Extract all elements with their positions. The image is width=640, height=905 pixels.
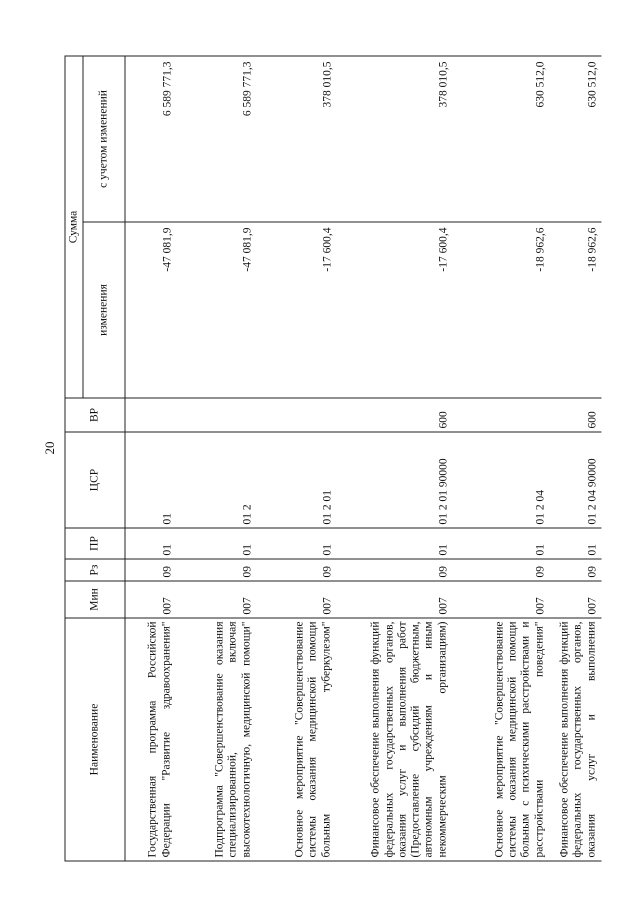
table-row	[452, 56, 549, 861]
row-pr: 01	[124, 528, 176, 559]
table-row	[336, 56, 452, 861]
page-number: 20	[42, 441, 57, 455]
row-vr	[452, 398, 549, 432]
row-rz: 09	[549, 559, 601, 581]
row-change: -17 600,4	[336, 222, 452, 398]
row-name: Основное мероприятие "Совершенствование системы оказания медицинской помощи больным туберкулезом"	[256, 618, 336, 861]
budget-table-container	[64, 57, 600, 862]
row-pr: 01	[452, 528, 549, 559]
row-total: 630 512,0	[549, 56, 601, 222]
row-csr: 01 2 01	[256, 432, 336, 528]
row-total: 6 589 771,3	[124, 56, 176, 222]
header-pr: ПР	[65, 528, 125, 559]
row-vr	[256, 398, 336, 432]
row-total: 378 010,5	[256, 56, 336, 222]
header-change: изменения	[82, 222, 124, 398]
row-min: 007	[176, 581, 256, 618]
row-pr: 01	[176, 528, 256, 559]
row-rz: 09	[124, 559, 176, 581]
row-vr	[124, 398, 176, 432]
row-name: Подпрограмма "Совершенствование оказания специализированной, включая высокотехнологичную, медицинской помощи"	[176, 618, 256, 861]
header-vr: ВР	[65, 398, 125, 432]
row-min: 007	[256, 581, 336, 618]
table-row	[256, 56, 336, 861]
row-pr: 01	[256, 528, 336, 559]
row-total: 378 010,5	[336, 56, 452, 222]
budget-table	[64, 55, 601, 861]
row-min: 007	[452, 581, 549, 618]
row-rz: 09	[452, 559, 549, 581]
row-rz: 09	[336, 559, 452, 581]
row-csr: 01 2 04 90000	[549, 432, 601, 528]
row-total: 6 589 771,3	[176, 56, 256, 222]
row-rz: 09	[256, 559, 336, 581]
row-name: Основное мероприятие "Совершенствование системы оказания медицинской помощи больным с психическими расстройствами и расстройствами поведения"	[452, 618, 549, 861]
row-min: 007	[124, 581, 176, 618]
row-name: Финансовое обеспечение выполнения функций федеральных государственных органов, оказания услуг и выполнения работ (Предоставление субсидий бюджетным, автономным учреждениям и иным некоммерческим организациям)	[336, 618, 452, 861]
row-vr	[176, 398, 256, 432]
header-sum: Сумма	[65, 56, 83, 398]
row-min: 007	[549, 581, 601, 618]
header-csr: ЦСР	[65, 432, 125, 528]
row-change: -47 081,9	[124, 222, 176, 398]
row-change: -18 962,6	[549, 222, 601, 398]
row-min: 007	[336, 581, 452, 618]
row-rz: 09	[176, 559, 256, 581]
table-row	[176, 56, 256, 861]
row-vr: 600	[336, 398, 452, 432]
row-csr: 01 2 01 90000	[336, 432, 452, 528]
row-change: -18 962,6	[452, 222, 549, 398]
row-csr: 01 2 04	[452, 432, 549, 528]
header-rz: Рз	[65, 559, 125, 581]
row-vr: 600	[549, 398, 601, 432]
header-total: с учетом изменений	[82, 56, 124, 222]
row-total: 630 512,0	[452, 56, 549, 222]
row-change: -17 600,4	[256, 222, 336, 398]
table-row	[124, 56, 176, 861]
row-name: Государственная программа Российской Федерации "Развитие здравоохранения"	[124, 618, 176, 861]
row-change: -47 081,9	[176, 222, 256, 398]
table-row	[549, 56, 601, 861]
row-name: Финансовое обеспечение выполнения функций федеральных государственных органов, оказания услуг и выполнения	[549, 618, 601, 861]
row-csr: 01 2	[176, 432, 256, 528]
row-pr: 01	[549, 528, 601, 559]
row-csr: 01	[124, 432, 176, 528]
header-name: Наименование	[65, 618, 125, 861]
header-min: Мин	[65, 581, 125, 618]
row-pr: 01	[336, 528, 452, 559]
